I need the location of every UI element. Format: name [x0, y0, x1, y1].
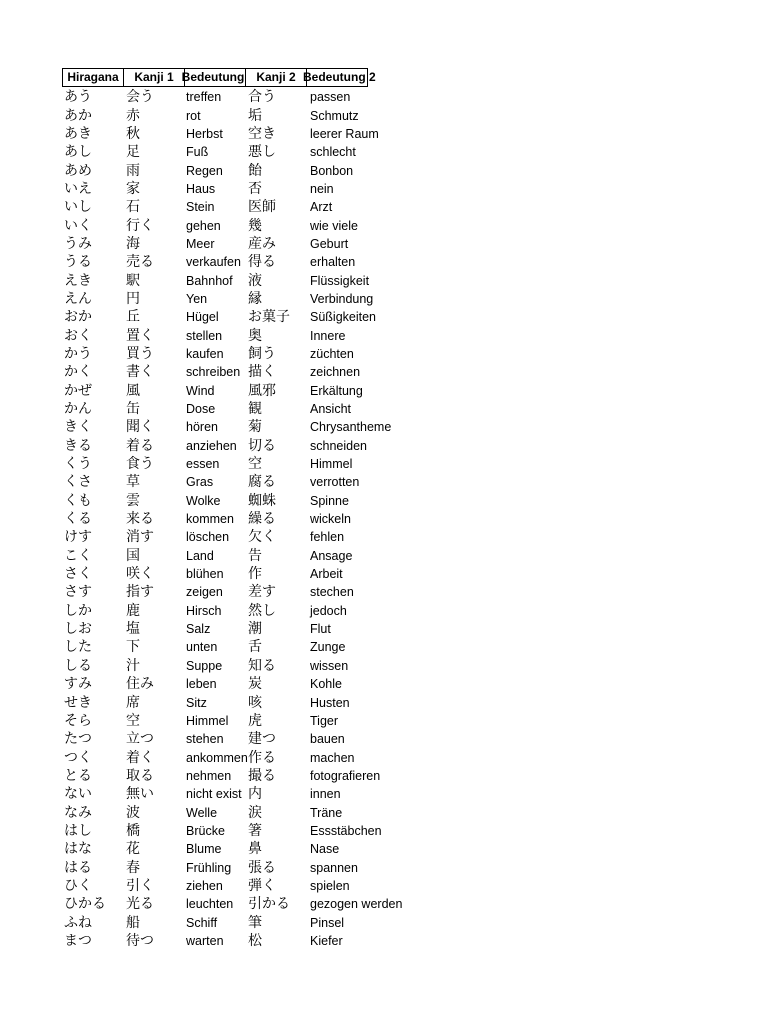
meaning-2-cell: innen: [310, 787, 341, 802]
vocabulary-row: [62, 877, 428, 895]
vocabulary-row: [62, 748, 428, 766]
kanji-1-cell: 塩: [126, 621, 140, 638]
meaning-1-cell: warten: [186, 933, 224, 948]
meaning-2-cell: Himmel: [310, 457, 353, 472]
kanji-2-cell: 虎: [248, 712, 262, 729]
kanji-2-cell: 飴: [248, 162, 262, 179]
hiragana-cell: うみ: [64, 235, 92, 252]
vocabulary-rows: [62, 88, 428, 950]
kanji-1-cell: 円: [126, 290, 140, 307]
kanji-2-cell: 産み: [248, 235, 276, 252]
meaning-1-cell: Yen: [186, 291, 208, 306]
meaning-1-cell: schreiben: [186, 365, 241, 380]
hiragana-cell: あし: [64, 144, 92, 161]
vocabulary-row: [62, 88, 428, 106]
vocabulary-row: [62, 913, 428, 931]
meaning-1-cell: Fuß: [186, 145, 209, 160]
kanji-1-cell: 春: [126, 859, 140, 876]
meaning-1-cell: Herbst: [186, 126, 223, 141]
kanji-2-cell: 撮る: [248, 767, 276, 784]
meaning-1-cell: stehen: [186, 732, 224, 747]
kanji-1-cell: 置く: [126, 327, 154, 344]
vocabulary-row: [62, 785, 428, 803]
hiragana-cell: くさ: [64, 474, 92, 491]
meaning-2-cell: Kiefer: [310, 933, 343, 948]
kanji-2-cell: 告: [248, 547, 262, 564]
meaning-1-cell: Hirsch: [186, 603, 222, 618]
vocabulary-row: [62, 418, 428, 436]
kanji-2-cell: 奥: [248, 327, 262, 344]
meaning-2-cell: Bonbon: [310, 163, 354, 178]
vocabulary-row: [62, 858, 428, 876]
kanji-1-cell: 買う: [126, 345, 154, 362]
vocabulary-row: [62, 565, 428, 583]
vocabulary-row: [62, 620, 428, 638]
meaning-1-cell: ziehen: [186, 878, 223, 893]
kanji-1-cell: 汁: [126, 657, 140, 674]
kanji-2-cell: 垢: [248, 107, 262, 124]
kanji-1-cell: 家: [126, 180, 140, 197]
kanji-2-cell: 引かる: [248, 896, 290, 913]
meaning-1-cell: Sitz: [186, 695, 207, 710]
kanji-2-cell: 空: [248, 456, 262, 473]
hiragana-cell: いし: [64, 199, 92, 216]
meaning-2-cell: Flüssigkeit: [310, 273, 370, 288]
kanji-2-cell: 合う: [248, 89, 276, 106]
meaning-1-cell: Salz: [186, 622, 211, 637]
meaning-1-cell: nehmen: [186, 768, 232, 783]
kanji-2-cell: 蜘蛛: [248, 492, 276, 509]
hiragana-cell: しる: [64, 657, 92, 674]
kanji-1-cell: 会う: [126, 89, 154, 106]
meaning-1-cell: Stein: [186, 200, 215, 215]
meaning-1-cell: kaufen: [186, 346, 224, 361]
meaning-1-cell: gehen: [186, 218, 221, 233]
vocabulary-row: [62, 455, 428, 473]
hiragana-cell: くる: [64, 511, 92, 528]
kanji-1-cell: 草: [126, 474, 140, 491]
kanji-1-cell: 丘: [126, 309, 140, 326]
vocabulary-row: [62, 767, 428, 785]
hiragana-cell: けす: [64, 529, 92, 546]
kanji-2-cell: 箸: [248, 822, 262, 839]
hiragana-cell: はな: [64, 841, 92, 858]
vocabulary-row: [62, 161, 428, 179]
meaning-2-cell: Pinsel: [310, 915, 345, 930]
kanji-2-cell: 筆: [248, 914, 262, 931]
meaning-2-cell: machen: [310, 750, 355, 765]
vocabulary-row: [62, 693, 428, 711]
meaning-2-cell: wissen: [310, 658, 349, 673]
hiragana-cell: くも: [64, 492, 92, 509]
meaning-2-cell: bauen: [310, 732, 345, 747]
meaning-2-cell: wie viele: [310, 218, 358, 233]
header-hiragana: Hiragana: [62, 68, 124, 87]
kanji-1-cell: 消す: [126, 529, 154, 546]
kanji-2-cell: 弾く: [248, 877, 276, 894]
kanji-2-cell: 液: [248, 272, 262, 289]
vocabulary-row: [62, 271, 428, 289]
vocabulary-row: [62, 143, 428, 161]
meaning-1-cell: verkaufen: [186, 255, 241, 270]
meaning-2-cell: passen: [310, 90, 351, 105]
hiragana-cell: はし: [64, 822, 92, 839]
meaning-1-cell: Blume: [186, 842, 222, 857]
kanji-2-cell: 医師: [248, 199, 276, 216]
kanji-1-cell: 引く: [126, 877, 154, 894]
hiragana-cell: しお: [64, 621, 92, 638]
hiragana-cell: かぜ: [64, 382, 92, 399]
meaning-2-cell: Spinne: [310, 493, 349, 508]
kanji-2-cell: 風邪: [248, 382, 276, 399]
meaning-1-cell: ankommen: [186, 750, 248, 765]
meaning-2-cell: wickeln: [310, 512, 351, 527]
meaning-2-cell: Kohle: [310, 677, 342, 692]
vocabulary-row: [62, 125, 428, 143]
header-kanji-2: Kanji 2: [245, 68, 307, 87]
kanji-1-cell: 光る: [126, 896, 154, 913]
kanji-2-cell: 縁: [248, 290, 262, 307]
kanji-1-cell: 雲: [126, 492, 140, 509]
kanji-1-cell: 石: [126, 199, 140, 216]
meaning-2-cell: fotografieren: [310, 768, 381, 783]
meaning-2-cell: Ansage: [310, 548, 353, 563]
vocabulary-row: [62, 657, 428, 675]
meaning-2-cell: Tiger: [310, 713, 339, 728]
meaning-1-cell: Haus: [186, 181, 216, 196]
kanji-1-cell: 国: [126, 547, 140, 564]
meaning-2-cell: verrotten: [310, 475, 360, 490]
kanji-1-cell: 足: [126, 144, 140, 161]
vocabulary-sheet: [62, 68, 428, 950]
hiragana-cell: あめ: [64, 162, 92, 179]
meaning-1-cell: Dose: [186, 402, 216, 417]
kanji-1-cell: 指す: [126, 584, 154, 601]
meaning-1-cell: kommen: [186, 512, 234, 527]
hiragana-cell: いえ: [64, 180, 92, 197]
meaning-2-cell: Innere: [310, 328, 346, 343]
kanji-2-cell: 飼う: [248, 345, 276, 362]
hiragana-cell: えき: [64, 272, 92, 289]
vocabulary-row: [62, 308, 428, 326]
meaning-1-cell: stellen: [186, 328, 223, 343]
kanji-2-cell: お菓子: [248, 309, 290, 326]
meaning-2-cell: züchten: [310, 346, 354, 361]
hiragana-cell: あか: [64, 107, 92, 124]
hiragana-cell: あき: [64, 125, 92, 142]
meaning-2-cell: Träne: [310, 805, 343, 820]
hiragana-cell: こく: [64, 547, 92, 564]
vocabulary-row: [62, 437, 428, 455]
kanji-1-cell: 待つ: [126, 932, 154, 949]
kanji-2-cell: 繰る: [248, 511, 276, 528]
kanji-1-cell: 行く: [126, 217, 154, 234]
hiragana-cell: とる: [64, 767, 92, 784]
meaning-1-cell: Wind: [186, 383, 215, 398]
vocabulary-row: [62, 510, 428, 528]
meaning-2-cell: schlecht: [310, 145, 356, 160]
hiragana-cell: かう: [64, 345, 92, 362]
meaning-1-cell: Himmel: [186, 713, 229, 728]
meaning-1-cell: essen: [186, 457, 220, 472]
kanji-2-cell: 潮: [248, 621, 262, 638]
meaning-1-cell: hören: [186, 420, 218, 435]
vocabulary-row: [62, 675, 428, 693]
meaning-2-cell: spannen: [310, 860, 358, 875]
kanji-2-cell: 作る: [248, 749, 276, 766]
hiragana-cell: たつ: [64, 731, 92, 748]
vocabulary-row: [62, 180, 428, 198]
kanji-1-cell: 駅: [126, 272, 140, 289]
kanji-2-cell: 涙: [248, 804, 262, 821]
hiragana-cell: あう: [64, 89, 92, 106]
kanji-1-cell: 赤: [126, 107, 140, 124]
kanji-1-cell: 売る: [126, 254, 154, 271]
kanji-2-cell: 腐る: [248, 474, 276, 491]
kanji-1-cell: 橋: [126, 822, 140, 839]
meaning-1-cell: Welle: [186, 805, 218, 820]
kanji-1-cell: 着く: [126, 749, 154, 766]
vocabulary-row: [62, 895, 428, 913]
hiragana-cell: えん: [64, 290, 92, 307]
vocabulary-row: [62, 290, 428, 308]
meaning-1-cell: Suppe: [186, 658, 223, 673]
kanji-1-cell: 鹿: [126, 602, 140, 619]
kanji-2-cell: 建つ: [248, 731, 276, 748]
vocabulary-row: [62, 932, 428, 950]
kanji-1-cell: 来る: [126, 511, 154, 528]
vocabulary-row: [62, 492, 428, 510]
kanji-2-cell: 内: [248, 786, 262, 803]
vocabulary-row: [62, 638, 428, 656]
meaning-1-cell: Bahnhof: [186, 273, 233, 288]
meaning-2-cell: Schmutz: [310, 108, 359, 123]
meaning-1-cell: zeigen: [186, 585, 223, 600]
kanji-1-cell: 着る: [126, 437, 154, 454]
kanji-1-cell: 書く: [126, 364, 154, 381]
kanji-2-cell: 空き: [248, 125, 276, 142]
vocabulary-row: [62, 382, 428, 400]
kanji-1-cell: 下: [126, 639, 140, 656]
meaning-1-cell: unten: [186, 640, 218, 655]
vocabulary-row: [62, 583, 428, 601]
vocabulary-row: [62, 363, 428, 381]
hiragana-cell: そら: [64, 712, 92, 729]
hiragana-cell: くう: [64, 456, 92, 473]
meaning-1-cell: blühen: [186, 567, 224, 582]
kanji-2-cell: 炭: [248, 676, 262, 693]
hiragana-cell: さく: [64, 566, 92, 583]
hiragana-cell: なみ: [64, 804, 92, 821]
hiragana-cell: つく: [64, 749, 92, 766]
meaning-2-cell: Arzt: [310, 200, 333, 215]
header-kanji-1: Kanji 1: [123, 68, 185, 87]
kanji-2-cell: 然し: [248, 602, 276, 619]
kanji-1-cell: 聞く: [126, 419, 154, 436]
kanji-2-cell: 幾: [248, 217, 262, 234]
meaning-1-cell: leuchten: [186, 897, 234, 912]
kanji-1-cell: 咲く: [126, 566, 154, 583]
hiragana-cell: せき: [64, 694, 92, 711]
meaning-1-cell: Regen: [186, 163, 223, 178]
header-meaning-1: Bedeutung: [184, 68, 246, 87]
kanji-2-cell: 咳: [248, 694, 262, 711]
kanji-2-cell: 松: [248, 932, 262, 949]
meaning-1-cell: Meer: [186, 236, 215, 251]
vocabulary-row: [62, 602, 428, 620]
meaning-2-cell: spielen: [310, 878, 350, 893]
kanji-1-cell: 住み: [126, 676, 154, 693]
meaning-2-cell: Ansicht: [310, 402, 351, 417]
meaning-1-cell: Gras: [186, 475, 214, 490]
hiragana-cell: しか: [64, 602, 92, 619]
meaning-2-cell: Nase: [310, 842, 340, 857]
hiragana-cell: おく: [64, 327, 92, 344]
meaning-1-cell: Schiff: [186, 915, 218, 930]
meaning-2-cell: nein: [310, 181, 334, 196]
meaning-2-cell: schneiden: [310, 438, 367, 453]
hiragana-cell: まつ: [64, 932, 92, 949]
meaning-2-cell: zeichnen: [310, 365, 361, 380]
vocabulary-row: [62, 712, 428, 730]
vocabulary-row: [62, 216, 428, 234]
meaning-1-cell: nicht exist: [186, 787, 242, 802]
kanji-1-cell: 海: [126, 235, 140, 252]
vocabulary-row: [62, 326, 428, 344]
kanji-1-cell: 花: [126, 841, 140, 858]
hiragana-cell: した: [64, 639, 92, 656]
hiragana-cell: さす: [64, 584, 92, 601]
kanji-2-cell: 張る: [248, 859, 276, 876]
meaning-2-cell: Verbindung: [310, 291, 374, 306]
vocabulary-row: [62, 198, 428, 216]
vocabulary-row: [62, 106, 428, 124]
kanji-2-cell: 舌: [248, 639, 262, 656]
kanji-1-cell: 船: [126, 914, 140, 931]
vocabulary-row: [62, 235, 428, 253]
meaning-2-cell: Flut: [310, 622, 331, 637]
hiragana-cell: きく: [64, 419, 92, 436]
kanji-1-cell: 秋: [126, 125, 140, 142]
vocabulary-row: [62, 840, 428, 858]
kanji-1-cell: 席: [126, 694, 140, 711]
vocabulary-row: [62, 528, 428, 546]
kanji-2-cell: 菊: [248, 419, 262, 436]
hiragana-cell: かく: [64, 364, 92, 381]
meaning-2-cell: fehlen: [310, 530, 345, 545]
meaning-2-cell: Essstäbchen: [310, 823, 382, 838]
hiragana-cell: おか: [64, 309, 92, 326]
meaning-1-cell: löschen: [186, 530, 230, 545]
meaning-2-cell: leerer Raum: [310, 126, 379, 141]
meaning-2-cell: Erkältung: [310, 383, 363, 398]
hiragana-cell: すみ: [64, 676, 92, 693]
vocabulary-row: [62, 822, 428, 840]
header-meaning-2: Bedeutung 2: [306, 68, 368, 87]
meaning-2-cell: Süßigkeiten: [310, 310, 377, 325]
meaning-1-cell: Frühling: [186, 860, 232, 875]
meaning-2-cell: erhalten: [310, 255, 356, 270]
kanji-1-cell: 波: [126, 804, 140, 821]
kanji-1-cell: 取る: [126, 767, 154, 784]
kanji-2-cell: 観: [248, 401, 262, 418]
meaning-2-cell: jedoch: [310, 603, 347, 618]
hiragana-cell: きる: [64, 437, 92, 454]
kanji-1-cell: 無い: [126, 786, 154, 803]
kanji-1-cell: 立つ: [126, 731, 154, 748]
vocabulary-row: [62, 473, 428, 491]
meaning-2-cell: Geburt: [310, 236, 349, 251]
kanji-2-cell: 得る: [248, 254, 276, 271]
kanji-2-cell: 鼻: [248, 841, 262, 858]
meaning-1-cell: leben: [186, 677, 217, 692]
meaning-1-cell: Wolke: [186, 493, 221, 508]
hiragana-cell: かん: [64, 401, 92, 418]
vocabulary-row: [62, 253, 428, 271]
vocabulary-row: [62, 345, 428, 363]
header-row: [62, 68, 428, 87]
vocabulary-row: [62, 803, 428, 821]
kanji-2-cell: 作: [248, 566, 262, 583]
hiragana-cell: ひかる: [64, 896, 106, 913]
kanji-1-cell: 風: [126, 382, 140, 399]
kanji-2-cell: 描く: [248, 364, 276, 381]
meaning-1-cell: Land: [186, 548, 214, 563]
meaning-2-cell: Chrysantheme: [310, 420, 392, 435]
meaning-2-cell: Zunge: [310, 640, 346, 655]
meaning-1-cell: anziehen: [186, 438, 237, 453]
meaning-1-cell: Brücke: [186, 823, 225, 838]
meaning-2-cell: stechen: [310, 585, 354, 600]
kanji-1-cell: 食う: [126, 456, 154, 473]
hiragana-cell: うる: [64, 254, 92, 271]
hiragana-cell: いく: [64, 217, 92, 234]
kanji-1-cell: 雨: [126, 162, 140, 179]
meaning-2-cell: Husten: [310, 695, 350, 710]
hiragana-cell: ふね: [64, 914, 92, 931]
vocabulary-row: [62, 547, 428, 565]
kanji-2-cell: 切る: [248, 437, 276, 454]
hiragana-cell: はる: [64, 859, 92, 876]
kanji-1-cell: 缶: [126, 401, 140, 418]
hiragana-cell: ひく: [64, 877, 92, 894]
meaning-2-cell: gezogen werden: [310, 897, 403, 912]
vocabulary-row: [62, 400, 428, 418]
meaning-1-cell: Hügel: [186, 310, 219, 325]
meaning-1-cell: rot: [186, 108, 201, 123]
kanji-2-cell: 否: [248, 180, 262, 197]
kanji-2-cell: 知る: [248, 657, 276, 674]
hiragana-cell: ない: [64, 786, 92, 803]
meaning-2-cell: Arbeit: [310, 567, 343, 582]
kanji-2-cell: 悪し: [248, 144, 276, 161]
kanji-2-cell: 欠く: [248, 529, 276, 546]
vocabulary-row: [62, 730, 428, 748]
kanji-1-cell: 空: [126, 712, 140, 729]
meaning-1-cell: treffen: [186, 90, 222, 105]
kanji-2-cell: 差す: [248, 584, 276, 601]
